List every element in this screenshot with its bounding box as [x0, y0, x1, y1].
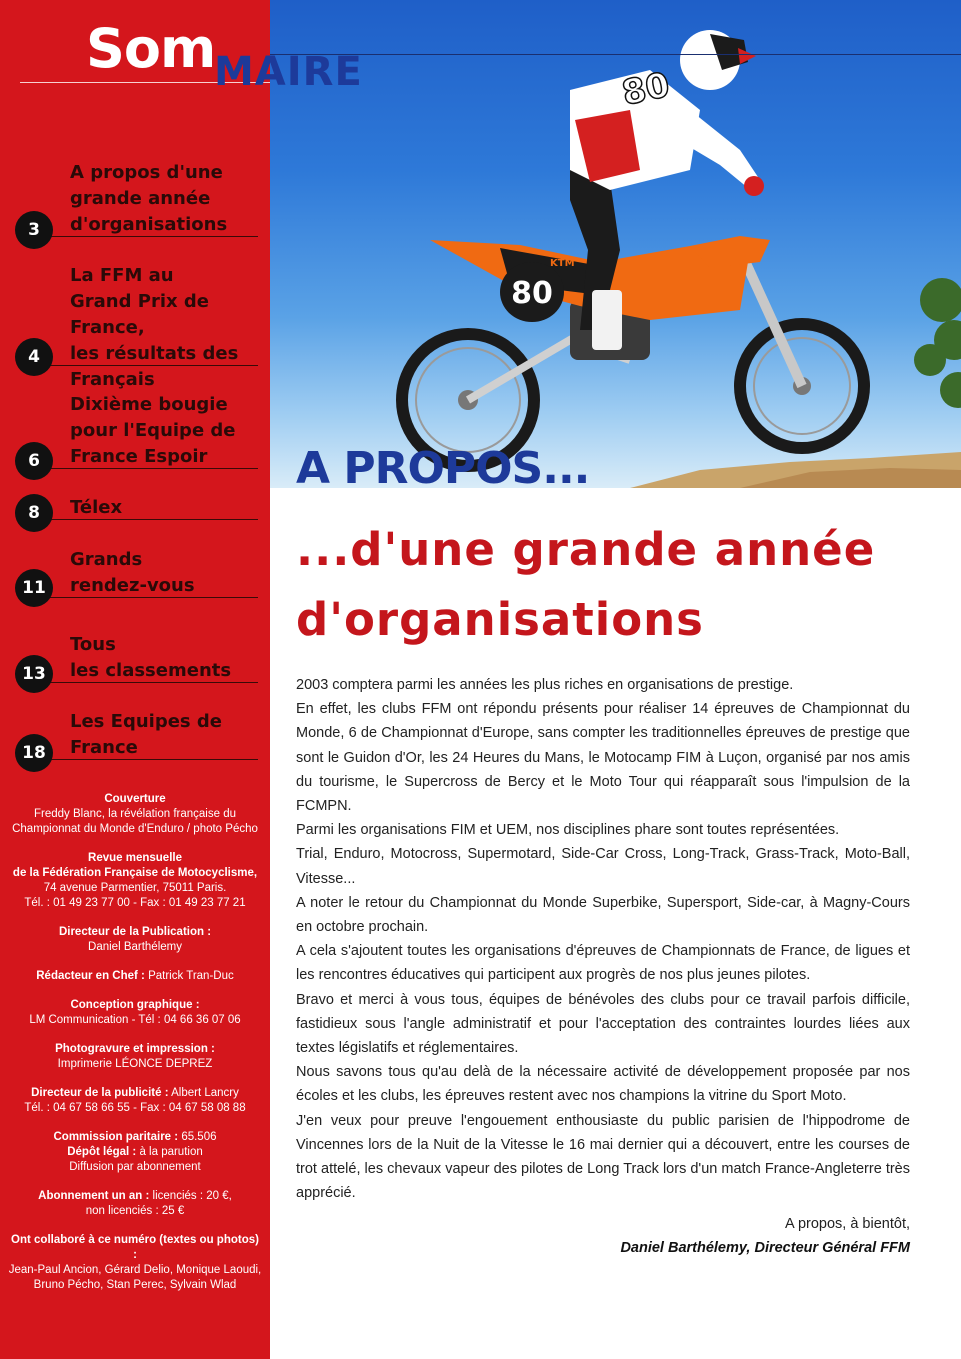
credit-couverture [8, 792, 262, 837]
body-paragraph: 2003 comptera parmi les années les plus riches en organisations de prestige. [296, 677, 794, 693]
toc-divider [46, 236, 258, 237]
toc-page-badge: 18 [15, 734, 53, 772]
toc-page-badge: 13 [15, 655, 53, 693]
sommaire-sidebar [0, 0, 270, 1359]
credit-text: licenciés : 20 €, [152, 1190, 232, 1202]
credit-text: Daniel Barthélemy [88, 941, 182, 953]
article-headline: ...d'une grande année d'organisations [296, 523, 876, 646]
credit-directeur-publication [8, 925, 262, 955]
toc-divider [46, 597, 258, 598]
author-signature: Daniel Barthélemy, Directeur Général FFM [620, 1240, 910, 1256]
toc-divider [46, 468, 258, 469]
credit-text: Albert Lancry [171, 1087, 239, 1099]
credit-text: Jean-Paul Ancion, Gérard Delio, Monique Laoudi, Bruno Pécho, Stan Perec, Sylvain Wlad [8, 1264, 262, 1291]
sommaire-title-part1: Som [86, 17, 216, 80]
toc-page-badge: 11 [15, 569, 53, 607]
body-paragraph: Nous savons tous qu'au delà de la nécessaire activité de développement proposée par nos écoles et les clubs, les épreuves restent avec nos champions la vitrine du Sport Moto. [296, 1064, 910, 1105]
credit-label: Photogravure et impression : [55, 1043, 215, 1055]
credit-label: Rédacteur en Chef : [36, 970, 145, 982]
toc-divider [46, 759, 258, 760]
motocross-illustration [270, 0, 961, 488]
masthead-credits [8, 792, 262, 1307]
photo-divider [270, 54, 961, 55]
credit-text: Diffusion par abonnement [69, 1161, 201, 1173]
jersey-number: 80 [618, 64, 674, 114]
article-kicker: A PROPOS... [296, 443, 590, 494]
credit-label: Directeur de la publicité : [31, 1087, 169, 1099]
body-paragraph: Parmi les organisations FIM et UEM, nos disciplines phare sont toutes représentées. [296, 822, 840, 839]
toc-item-label: Dixième bougie pour l'Equipe de France Espoir [70, 394, 236, 467]
credit-label: Commission paritaire : [53, 1131, 179, 1143]
credit-text: Patrick Tran-Duc [148, 970, 234, 982]
body-paragraph: Trial, Enduro, Motocross, Supermotard, Side-Car Cross, Long-Track, Grass-Track, Moto-Ball, Vitesse... [296, 846, 910, 887]
credit-redacteur [8, 969, 262, 984]
credit-label: Conception graphique : [70, 999, 200, 1011]
body-paragraph: Bravo et merci à vous tous, équipes de bénévoles des clubs pour ce travail parfois difficile, fastidieux sous l'angle administratif et pour l'acceptation des contraintes lourdes liées aux textes législatifs et réglementaires. [296, 991, 910, 1057]
toc-item-label: Télex [70, 497, 123, 518]
credit-label: Abonnement un an : [38, 1190, 150, 1202]
bike-number: 80 [511, 276, 553, 311]
body-paragraph: A cela s'ajoutent toutes les organisations d'épreuves de Championnats de France, de ligues et les rencontres éducatives qui participent aux progrès de nos plus jeunes pilotes. [296, 943, 910, 984]
closing-line: A propos, à bientôt, [785, 1216, 910, 1232]
article-body [296, 673, 910, 1205]
body-paragraph: J'en veux pour preuve l'engouement enthousiaste du public parisien de l'hippodrome de Vincennes lors de la Nuit de la Vitesse le 16 mai dernier qui a découvert, entre les courses de trot attelé, les chevaux vapeur des pilotes de Long Track lors d'un match France-Angleterre très apprécié. [296, 1112, 910, 1202]
bike-brand: KTM [550, 258, 575, 269]
credit-label: Directeur de la Publication : [58, 926, 212, 938]
credit-text: Freddy Blanc, la révélation française du Championnat du Monde d'Enduro / photo Pécho [12, 808, 258, 835]
toc-page-badge: 8 [15, 494, 53, 532]
credit-photogravure [8, 1042, 262, 1072]
credit-phone: Tél. : 01 49 23 77 00 - Fax : 01 49 23 77 21 [24, 897, 246, 909]
body-paragraph: A noter le retour du Championnat du Monde Superbike, Supersport, Side-car, à Magny-Cours en octobre prochain. [296, 894, 910, 936]
credit-text: 65.506 [181, 1131, 217, 1143]
toc-item-label: Les Equipes de France [70, 711, 222, 758]
sommaire-title-part2: MAIRE [214, 49, 363, 95]
credit-address: 74 avenue Parmentier, 75011 Paris. [43, 882, 227, 894]
credit-abonnement [8, 1189, 262, 1219]
toc-divider [46, 682, 258, 683]
credit-org: de la Fédération Française de Motocyclisme, [12, 867, 258, 879]
credit-collaborateurs [8, 1233, 262, 1293]
credit-conception [8, 998, 262, 1028]
credit-label: Ont collaboré à ce numéro (textes ou photos) : [11, 1234, 259, 1261]
toc-item-label: Grands rendez-vous [70, 549, 195, 596]
toc-item-label: A propos d'une grande année d'organisations [70, 162, 228, 235]
credit-publicite [8, 1086, 262, 1116]
article-signoff [560, 1212, 910, 1260]
credit-text: non licenciés : 25 € [85, 1205, 185, 1217]
credit-label: Revue mensuelle [88, 852, 182, 864]
toc-divider [46, 365, 258, 366]
credit-text: LM Communication - Tél : 04 66 36 07 06 [29, 1014, 241, 1026]
credit-commission [8, 1130, 262, 1175]
toc-item-label: Tous les classements [70, 634, 232, 681]
toc-page-badge: 4 [15, 338, 53, 376]
credit-label: Dépôt légal : [67, 1146, 137, 1158]
credit-revue [8, 851, 262, 911]
credit-label: Couverture [104, 793, 166, 805]
toc-item-label: La FFM au Grand Prix de France, les résultats des Français [70, 265, 239, 390]
toc-page-badge: 6 [15, 442, 53, 480]
credit-text: Imprimerie LÉONCE DEPREZ [57, 1058, 213, 1070]
body-paragraph: En effet, les clubs FFM ont répondu présents pour réaliser 14 épreuves de Championnat du Monde, 6 de Championnat d'Europe, sans compter les traditionnelles épreuves de prestige que sont le Guidon d'Or, les 24 Heures du Mans, le Motocamp FIM à Luçon, organisé par nos amis du tourisme, le Supercross de Bercy et le Moto Tour qui réapparaît sous l'impulsion de la FCMPN. [296, 701, 910, 815]
credit-text: à la parution [139, 1146, 203, 1158]
toc-page-badge: 3 [15, 211, 53, 249]
toc-divider [46, 519, 258, 520]
credit-phone: Tél. : 04 67 58 66 55 - Fax : 04 67 58 08 88 [24, 1102, 246, 1114]
motocross-photo [270, 0, 961, 488]
